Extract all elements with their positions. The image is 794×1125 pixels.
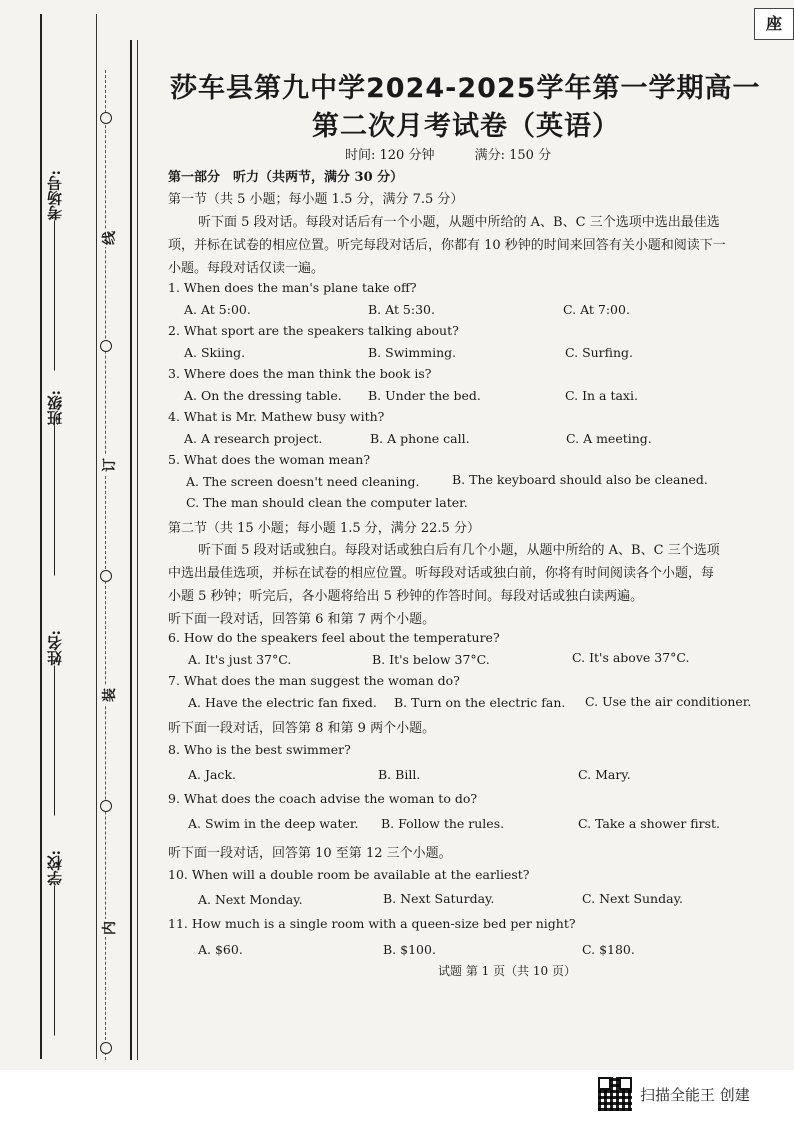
question-3-option-b: B. Under the bed. xyxy=(368,388,481,403)
field-exam-room-blank[interactable] xyxy=(54,221,56,371)
question-9-option-b: B. Follow the rules. xyxy=(381,816,505,831)
exam-info xyxy=(345,144,587,163)
field-exam-room-label: 考场号: xyxy=(46,170,64,221)
question-9: 9. What does the coach advise the woman to do? xyxy=(168,791,478,806)
section1-heading: 第一节（共 5 小题；每小题 1.5 分，满分 7.5 分） xyxy=(168,192,464,207)
section2-heading: 第二节（共 15 小题；每小题 1.5 分，满分 22.5 分） xyxy=(168,521,480,536)
question-6-option-b: B. It's below 37°C. xyxy=(372,652,490,667)
question-1: 1. When does the man's plane take off? xyxy=(168,280,417,295)
question-9-option-a: A. Swim in the deep water. xyxy=(188,816,359,831)
question-11-option-a: A. $60. xyxy=(198,942,243,957)
field-school xyxy=(44,850,65,1042)
question-7-option-b: B. Turn on the electric fan. xyxy=(394,695,566,710)
exam-title: 莎车县第九中学2024-2025学年第一学期高一 xyxy=(170,73,761,104)
field-school-blank[interactable] xyxy=(54,886,56,1036)
field-class xyxy=(44,390,65,582)
question-3-option-c: C. In a taxi. xyxy=(565,388,638,403)
prompt-10-12: 听下面一段对话，回答第 10 至第 12 三个小题。 xyxy=(168,846,452,861)
field-school-label: 学校: xyxy=(46,850,64,886)
question-11: 11. How much is a single room with a queen-size bed per night? xyxy=(168,916,576,931)
exam-score: 满分: 150 分 xyxy=(474,148,552,163)
seal-char-inner: 内 xyxy=(99,919,119,937)
field-exam-room xyxy=(44,170,65,377)
question-2-option-a: A. Skiing. xyxy=(184,345,246,360)
question-8-option-c: C. Mary. xyxy=(578,767,631,782)
section2-instruction-line: 听下面 5 段对话或独白。每段对话或独白后有几个小题，从题中所给的 A、B、C 三个选项 xyxy=(198,543,720,558)
question-6: 6. How do the speakers feel about the temperature? xyxy=(168,630,500,645)
question-5-option-a: A. The screen doesn't need cleaning. xyxy=(186,474,420,489)
field-name-label: 姓名: xyxy=(46,630,64,666)
question-7-option-c: C. Use the air conditioner. xyxy=(585,694,752,709)
scanner-watermark xyxy=(598,1076,750,1112)
section2-instruction-line: 中选出最佳选项，并标在试卷的相应位置。听每段对话或独白前，你将有时间阅读各个小题，每 xyxy=(168,566,715,581)
question-1-option-a: A. At 5:00. xyxy=(184,302,251,317)
question-10-option-c: C. Next Sunday. xyxy=(582,891,683,906)
question-10: 10. When will a double room be available at the earliest? xyxy=(168,867,530,882)
question-1-option-c: C. At 7:00. xyxy=(563,302,630,317)
qr-code-icon xyxy=(598,1077,632,1111)
question-11-option-b: B. $100. xyxy=(383,942,436,957)
section1-instruction-line: 小题。每段对话仅读一遍。 xyxy=(168,261,325,276)
question-9-option-c: C. Take a shower first. xyxy=(578,816,721,831)
field-name xyxy=(44,630,65,822)
seal-char-bind: 订 xyxy=(99,456,119,474)
part1-heading: 第一部分 听力（共两节，满分 30 分） xyxy=(168,170,404,185)
binding-hole-icon xyxy=(100,112,112,124)
question-2: 2. What sport are the speakers talking about? xyxy=(168,323,459,338)
prompt-8-9: 听下面一段对话，回答第 8 和第 9 两个小题。 xyxy=(168,721,436,736)
binding-hole-icon xyxy=(100,340,112,352)
seal-char-line: 线 xyxy=(99,229,119,247)
prompt-6-7: 听下面一段对话，回答第 6 和第 7 两个小题。 xyxy=(168,612,436,627)
field-class-label: 班级: xyxy=(46,390,64,426)
page-number: 试题 第 1 页（共 10 页） xyxy=(438,964,576,978)
binding-border-double-a xyxy=(130,40,132,1060)
question-5: 5. What does the woman mean? xyxy=(168,452,371,467)
exam-time: 时间: 120 分钟 xyxy=(345,148,435,163)
question-1-option-b: B. At 5:30. xyxy=(368,302,435,317)
question-2-option-b: B. Swimming. xyxy=(368,345,457,360)
question-10-option-a: A. Next Monday. xyxy=(198,892,303,907)
seat-tag: 座 xyxy=(754,8,794,40)
question-7: 7. What does the man suggest the woman do? xyxy=(168,673,460,688)
seal-char-pack: 装 xyxy=(99,686,119,704)
exam-subtitle: 第二次月考试卷（英语） xyxy=(312,111,620,142)
question-4: 4. What is Mr. Mathew busy with? xyxy=(168,409,385,424)
question-6-option-a: A. It's just 37°C. xyxy=(188,652,292,667)
binding-hole-icon xyxy=(100,800,112,812)
binding-border-inner xyxy=(96,14,97,1059)
question-4-option-c: C. A meeting. xyxy=(566,431,652,446)
binding-border-double-b xyxy=(137,40,138,1060)
question-11-option-c: C. $180. xyxy=(582,942,635,957)
question-8: 8. Who is the best swimmer? xyxy=(168,742,351,757)
question-7-option-a: A. Have the electric fan fixed. xyxy=(188,695,377,710)
section1-instruction-line: 听下面 5 段对话。每段对话后有一个小题，从题中所给的 A、B、C 三个选项中选出最佳选 xyxy=(198,215,720,230)
question-8-option-b: B. Bill. xyxy=(378,767,421,782)
question-10-option-b: B. Next Saturday. xyxy=(383,891,495,906)
question-2-option-c: C. Surfing. xyxy=(565,345,634,360)
question-8-option-a: A. Jack. xyxy=(188,767,236,782)
question-6-option-c: C. It's above 37°C. xyxy=(572,650,690,665)
question-5-option-b: B. The keyboard should also be cleaned. xyxy=(452,472,708,487)
question-4-option-b: B. A phone call. xyxy=(370,431,470,446)
question-4-option-a: A. A research project. xyxy=(184,431,323,446)
seal-dashed-line xyxy=(105,70,106,1060)
question-3: 3. Where does the man think the book is? xyxy=(168,366,432,381)
binding-border-outer xyxy=(40,14,42,1059)
binding-hole-icon xyxy=(100,1042,112,1054)
binding-hole-icon xyxy=(100,570,112,582)
watermark-text: 扫描全能王 创建 xyxy=(640,1085,750,1104)
section2-instruction-line: 小题 5 秒钟；听完后，各小题将给出 5 秒钟的作答时间。每段对话或独白读两遍。 xyxy=(168,589,644,604)
section1-instruction-line: 项，并标在试卷的相应位置。听完每段对话后，你都有 10 秒钟的时间来回答有关小题和阅读下一 xyxy=(168,238,726,253)
field-name-blank[interactable] xyxy=(54,666,56,816)
field-class-blank[interactable] xyxy=(54,426,56,576)
question-3-option-a: A. On the dressing table. xyxy=(184,388,342,403)
question-5-option-c: C. The man should clean the computer later. xyxy=(186,495,468,510)
